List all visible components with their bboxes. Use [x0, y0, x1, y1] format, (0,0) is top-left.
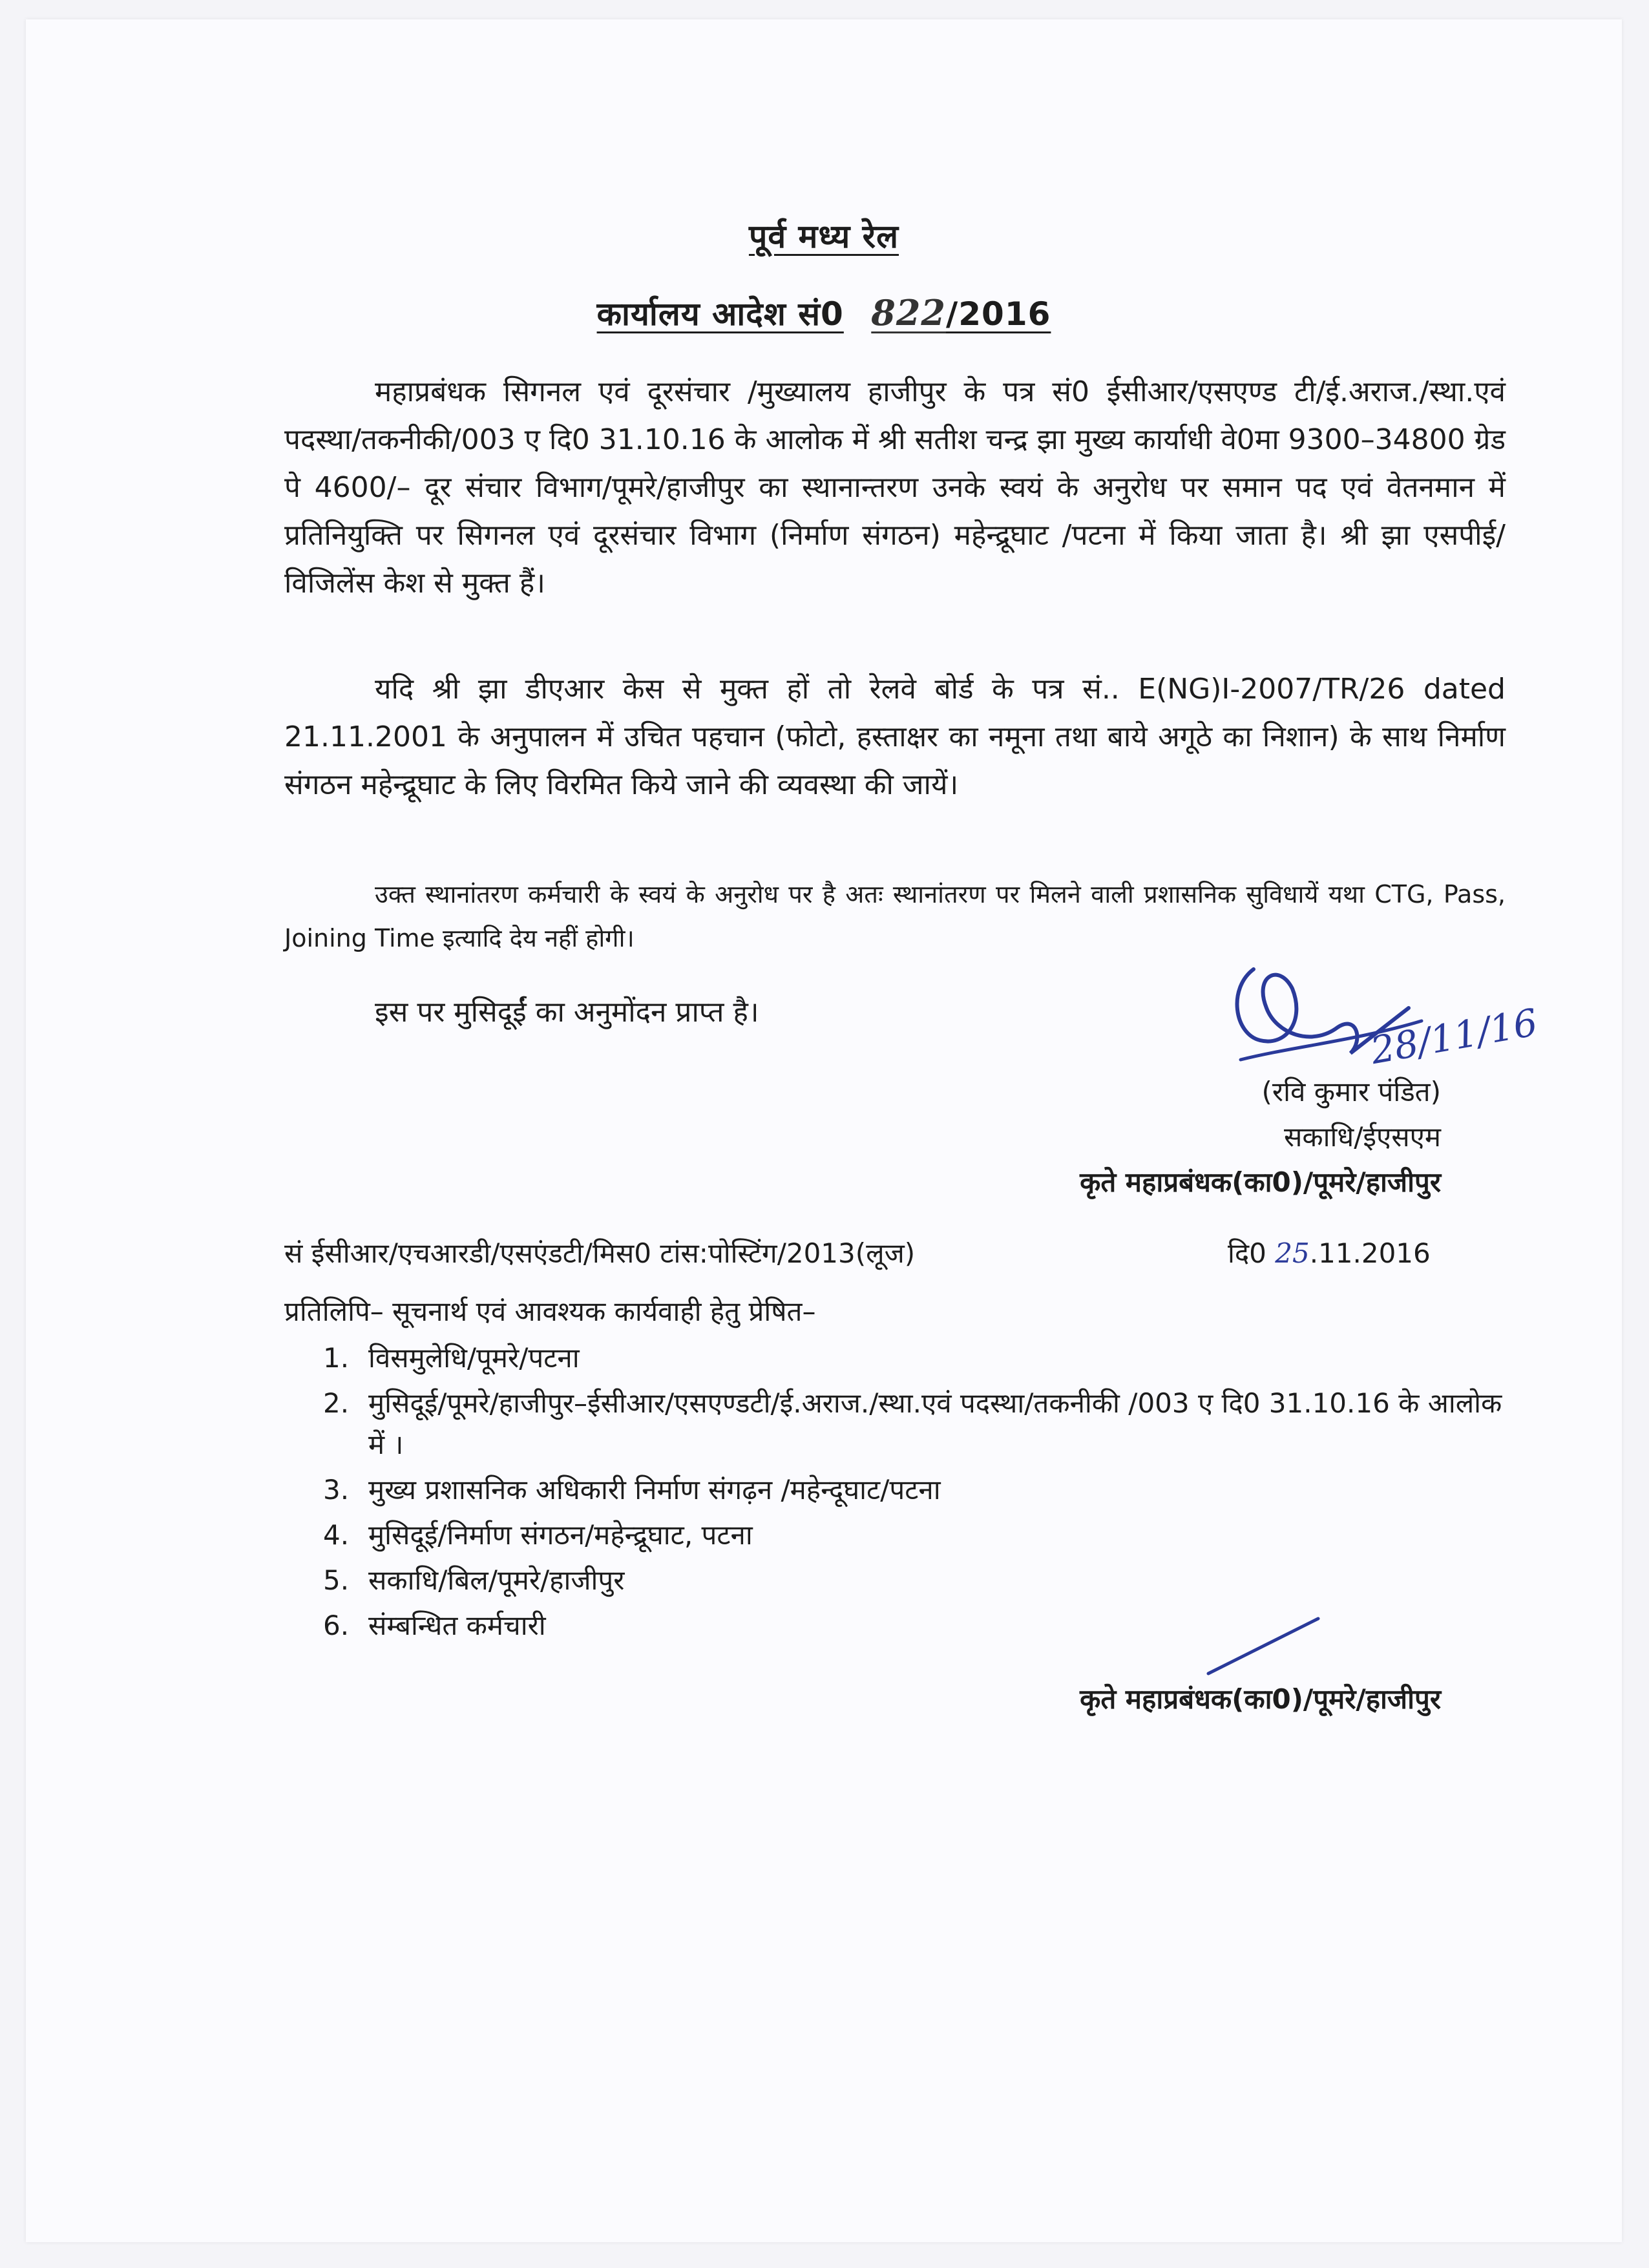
paragraph-facilities: उक्त स्थानांतरण कर्मचारी के स्वयं के अनुरोध पर है अतः स्थानांतरण पर मिलने वाली प्रशासनिक सुविधायें यथा CTG, Pass, Joining Time इत्यादि देय नहीं होगी।: [284, 880, 1506, 952]
paragraph-relief: यदि श्री झा डीएआर केस से मुक्त हों तो रेलवे बोर्ड के पत्र सं.. E(NG)I-2007/TR/26 dated 21.11.2001 के अनुपालन में उचित पहचान (फोटो, हस्ताक्षर का नमूना तथा बाये अगूठे का निशान) के साथ निर्माण संगठन महेन्द्रूघाट के लिए विरमित किये जाने की व्यवस्था की जायें।: [284, 673, 1506, 801]
reference-date-day: 25: [1275, 1237, 1310, 1269]
document-page: [26, 19, 1622, 2242]
paragraph-transfer: महाप्रबंधक सिगनल एवं दूरसंचार /मुख्यालय हाजीपुर के पत्र सं0 ईसीआर/एसएण्ड टी/ई.अराज./स्था.एवं पदस्था/तकनीकी/003 ए दि0 31.10.16 के आलोक में श्री सतीश चन्द्र झा मुख्य कार्याधी वे0मा 9300–34800 ग्रेड पे 4600/– दूर संचार विभाग/पूमरे/हाजीपुर का स्थानान्तरण उनके स्वयं के अनुरोध पर समान पद एवं वेतनमान में प्रतिनियुक्ति पर सिगनल एवं दूरसंचार विभाग (निर्माण संगठन) महेन्द्रूघाट /पटना में किया जाता है। श्री झा एसपीई/विजिलेंस केश से मुक्त हैं।: [284, 375, 1506, 600]
list-item: 5. सकाधि/बिल/पूमरे/हाजीपुर: [323, 1564, 625, 1596]
reference-number: सं ईसीआर/एचआरडी/एसएंडटी/मिस0 टांस:पोस्टिंग/2013(लूज): [284, 1237, 916, 1269]
list-item: 4. मुसिदूई/निर्माण संगठन/महेन्द्रूघाट, पटना: [323, 1519, 753, 1551]
order-prefix: कार्यालय आदेश सं0: [596, 295, 844, 333]
organization-title: पूर्व मध्य रेल: [748, 218, 899, 255]
copy-to-heading: प्रतिलिपि– सूचनार्थ एवं आवश्यक कार्यवाही हेतु प्रेषित–: [284, 1296, 816, 1327]
signatory-designation: सकाधि/ईएसएम: [1284, 1121, 1441, 1153]
reference-date-prefix: दि0: [1228, 1237, 1266, 1269]
copy-to-list: [310, 1338, 1506, 1650]
reference-date-rest: .11.2016: [1309, 1237, 1431, 1269]
paragraph-approval: इस पर मुसिदूईं का अनुमोंदन प्राप्त है।: [375, 996, 759, 1029]
list-item: 6. संम्बन्धित कर्मचारी: [323, 1610, 546, 1641]
reference-line: [284, 1234, 1506, 1271]
reference-date: [1228, 1234, 1431, 1271]
order-number-line: [26, 291, 1622, 335]
signatory-for-line: कृते महाप्रबंधक(का0)/पूमरे/हाजीपुर: [1080, 1166, 1441, 1198]
signature-date-handwritten: 28/11/16: [1367, 1000, 1541, 1073]
order-number-handwritten: 822: [871, 292, 946, 333]
list-item: 3. मुख्य प्रशासनिक अधिकारी निर्माण संगढ़न /महेन्दूघाट/पटना: [323, 1474, 941, 1506]
list-item: 1. विसमुलेधि/पूमरे/पटना: [323, 1342, 580, 1374]
list-item: 2. मुसिदूई/पूमरे/हाजीपुर–ईसीआर/एसएण्डटी/ई.अराज./स्था.एवं पदस्था/तकनीकी /003 ए दि0 31.10.16 के आलोक में ।: [323, 1387, 1502, 1460]
order-suffix: /2016: [946, 295, 1051, 333]
signatory-name: (रवि कुमार पंडित): [1261, 1076, 1441, 1108]
footer-for-line: कृते महाप्रबंधक(का0)/पूमरे/हाजीपुर: [1080, 1683, 1441, 1715]
initial-stroke-icon: [1202, 1609, 1331, 1686]
